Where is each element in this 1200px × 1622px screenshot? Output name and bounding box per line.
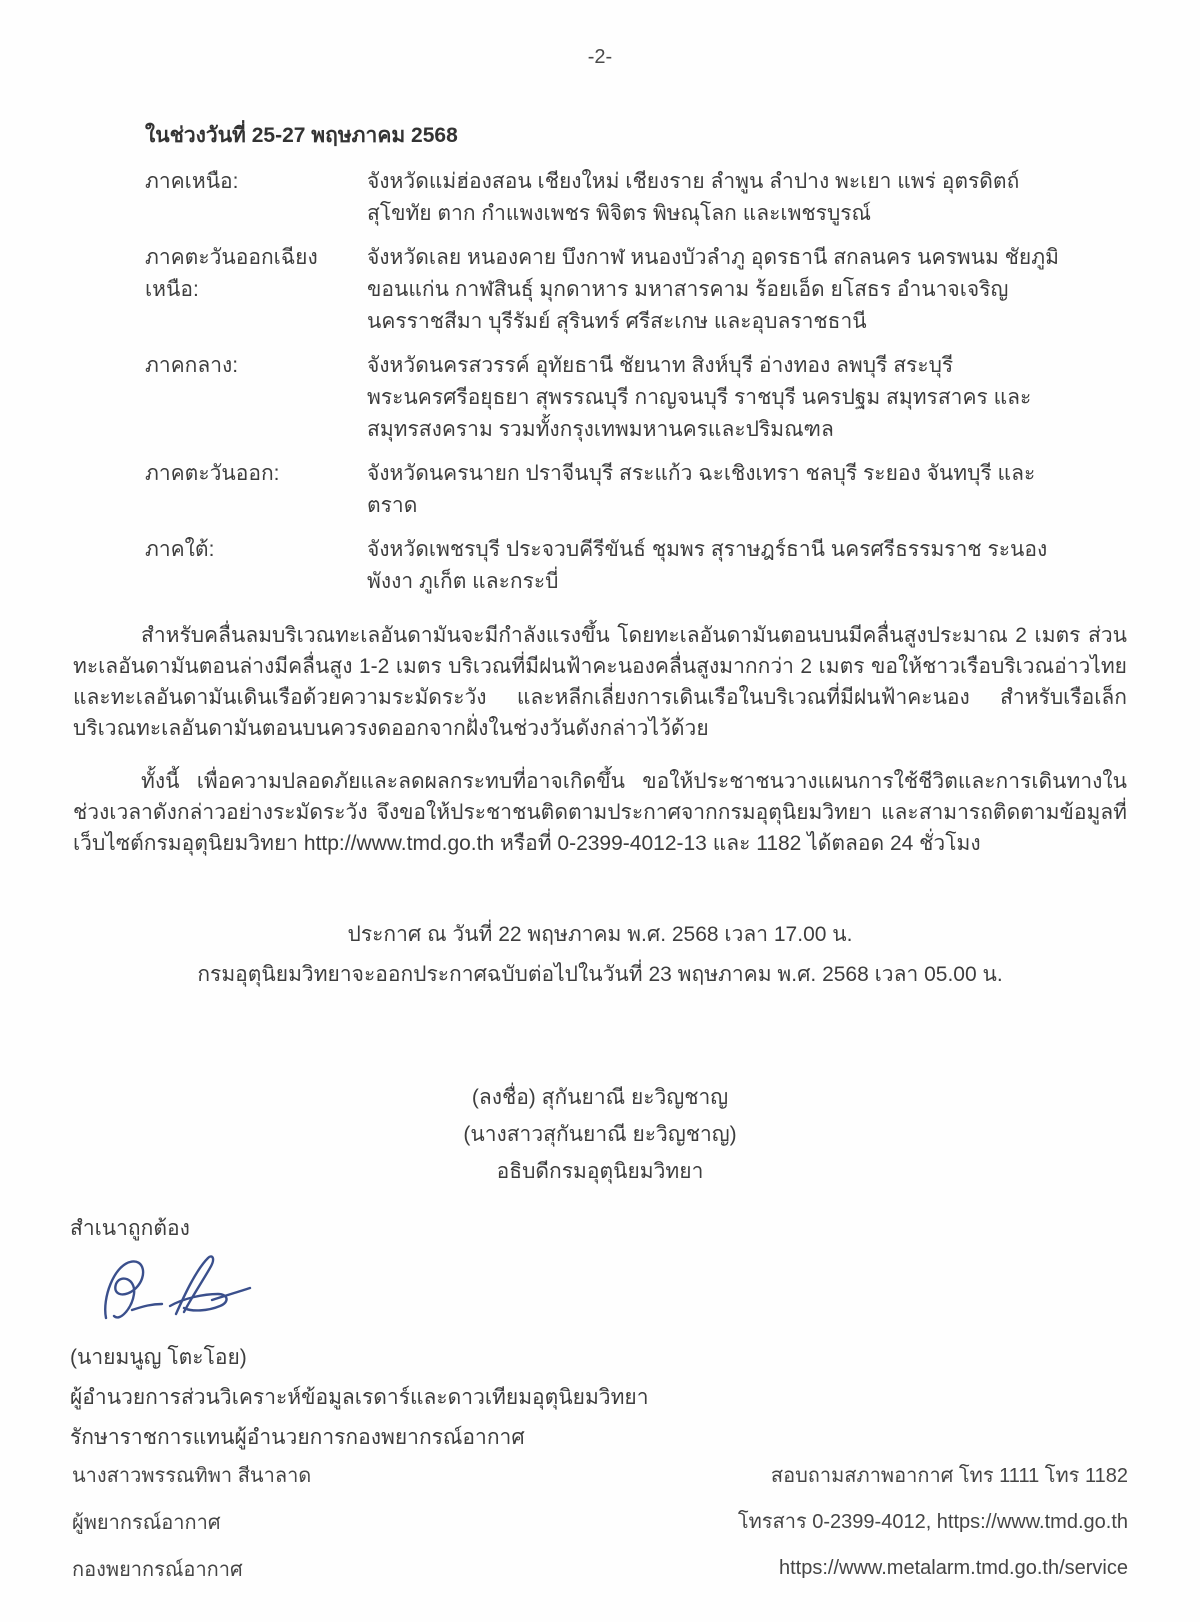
next-issue-line: กรมอุตุนิยมวิทยาจะออกประกาศฉบับต่อไปในวันที่ 23 พฤษภาคม พ.ศ. 2568 เวลา 05.00 น. <box>197 963 1003 986</box>
region-row-northeast <box>145 242 1075 338</box>
region-row-central <box>145 350 1075 446</box>
signed-by-line: (ลงชื่อ) สุกันยาณี ยะวิญชาญ <box>471 1086 729 1109</box>
region-forecast-list <box>145 166 1075 598</box>
region-row-south <box>145 534 1075 598</box>
footer-contact-block <box>738 1453 1128 1594</box>
forecast-date-heading: ในช่วงวันที่ 25-27 พฤษภาคม 2568 <box>145 124 458 147</box>
region-label: ภาคตะวันออก: <box>145 462 280 485</box>
region-provinces: จังหวัดเพชรบุรี ประจวบคีรีขันธ์ ชุมพร สุราษฎร์ธานี นครศรีธรรมราช ระนอง พังงา ภูเก็ต และกระบี่ <box>367 538 1048 593</box>
region-row-east <box>145 458 1075 522</box>
region-row-north <box>145 166 1075 230</box>
page-number: -2- <box>587 46 613 68</box>
forecaster-title: ผู้พยากรณ์อากาศ <box>72 1512 221 1534</box>
region-label: ภาคตะวันออกเฉียงเหนือ: <box>145 246 318 301</box>
contact-phone-line: สอบถามสภาพอากาศ โทร 1111 โทร 1182 <box>770 1465 1128 1487</box>
forecaster-name: นางสาวพรรณทิพา สีนาลาด <box>72 1465 312 1487</box>
sea-conditions-paragraph: สำหรับคลื่นลมบริเวณทะเลอันดามันจะมีกำลังแรงขึ้น โดยทะเลอันดามันตอนบนมีคลื่นสูงประมาณ 2 เมตร ส่วนทะเลอันดามันตอนล่างมีคลื่นสูง 1-2 เมตร บริเวณที่มีฝนฟ้าคะนองคลื่นสูงมากกว่า 2 เมตร ขอให้ชาวเรือบริเวณอ่าวไทยและทะเลอันดามันเดินเรือด้วยความระมัดระวัง และหลีกเลี่ยงการเดินเรือในบริเวณที่มีฝนฟ้าคะนอง สำหรับเรือเล็กบริเวณทะเลอันดามันตอนบนควรงดออกจากฝั่งในช่วงวันดังกล่าวไว้ด้วย <box>73 624 1127 740</box>
certified-copy-label: สำเนาถูกต้อง <box>70 1217 190 1240</box>
region-label: ภาคกลาง: <box>145 354 239 377</box>
issued-date-line: ประกาศ ณ วันที่ 22 พฤษภาคม พ.ศ. 2568 เวลา 17.00 น. <box>347 923 853 946</box>
certifier-title-line: ผู้อำนวยการส่วนวิเคราะห์ข้อมูลเรดาร์และดาวเทียมอุตุนิยมวิทยา <box>70 1386 649 1409</box>
footer-forecaster-block <box>72 1453 311 1594</box>
certifier-lines <box>70 1338 1200 1458</box>
certifier-name-line: (นายมนูญ โตะโอย) <box>70 1346 247 1369</box>
advisory-paragraph: ทั้งนี้ เพื่อความปลอดภัยและลดผลกระทบที่อาจเกิดขึ้น ขอให้ประชาชนวางแผนการใช้ชีวิตและการเดินทางในช่วงเวลาดังกล่าวอย่างระมัดระวัง จึงขอให้ประชาชนติดตามประกาศจากกรมอุตุนิยมวิทยา และสามารถติดตามข้อมูลที่เว็บไซต์กรมอุตุนิยมวิทยา http://www.tmd.go.th หรือที่ 0-2399-4012-13 และ 1182 ได้ตลอด 24 ชั่วโมง <box>73 770 1127 855</box>
region-label: ภาคใต้: <box>145 538 215 561</box>
contact-fax-line: โทรสาร 0-2399-4012, https://www.tmd.go.th <box>737 1511 1128 1533</box>
page-footer <box>0 1453 1200 1594</box>
forecaster-division: กองพยากรณ์อากาศ <box>72 1559 243 1581</box>
region-provinces: จังหวัดเลย หนองคาย บึงกาฬ หนองบัวลำภู อุดรธานี สกลนคร นครพนม ชัยภูมิ ขอนแก่น กาฬสินธุ์ มุกดาหาร มหาสารคาม ร้อยเอ็ด ยโสธร อำนาจเจริญ นครราชสีมา บุรีรัมย์ สุรินทร์ ศรีสะเกษ และอุบลราชธานี <box>367 246 1059 333</box>
signer-title-line: อธิบดีกรมอุตุนิยมวิทยา <box>496 1160 704 1183</box>
signer-block <box>0 1079 1200 1190</box>
region-provinces: จังหวัดแม่ฮ่องสอน เชียงใหม่ เชียงราย ลำพูน ลำปาง พะเยา แพร่ อุตรดิตถ์ สุโขทัย ตาก กำแพงเพชร พิจิตร พิษณุโลก และเพชรบูรณ์ <box>367 170 1020 225</box>
region-label: ภาคเหนือ: <box>145 170 239 193</box>
certification-block <box>70 1214 1200 1458</box>
certifier-acting-line: รักษาราชการแทนผู้อำนวยการกองพยากรณ์อากาศ <box>70 1426 525 1449</box>
handwritten-signature-icon <box>92 1248 272 1332</box>
contact-service-line: https://www.metalarm.tmd.go.th/service <box>778 1557 1128 1579</box>
region-provinces: จังหวัดนครสวรรค์ อุทัยธานี ชัยนาท สิงห์บุรี อ่างทอง ลพบุรี สระบุรี พระนครศรีอยุธยา สุพรรณบุรี กาญจนบุรี ราชบุรี นครปฐม สมุทรสาคร และสมุทรสงคราม รวมทั้งกรุงเทพมหานครและปริมณฑล <box>367 354 1032 441</box>
announcement-block <box>0 915 1200 995</box>
signer-name-line: (นางสาวสุกันยาณี ยะวิญชาญ) <box>463 1123 737 1146</box>
region-provinces: จังหวัดนครนายก ปราจีนบุรี สระแก้ว ฉะเชิงเทรา ชลบุรี ระยอง จันทบุรี และตราด <box>367 462 1036 517</box>
